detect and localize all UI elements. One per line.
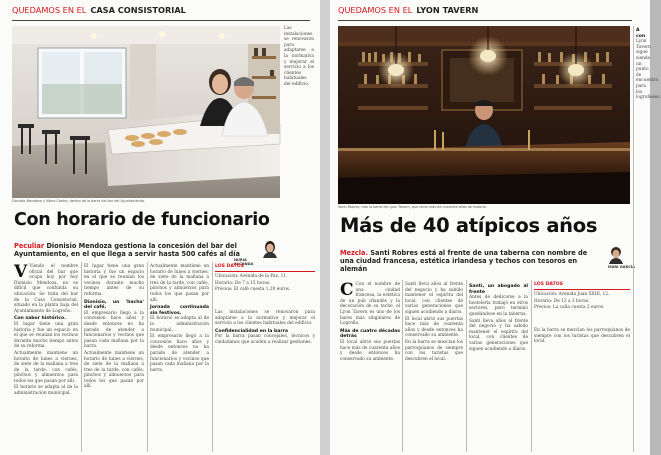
left-column-rule-1 (81, 262, 82, 452)
left-col1-intro: Viendo el nombre oficial del bar que ocupa hoy por hoy Dionisio Mendoza, no es difícil que confunda su ubicación. Se trata del bar de la Casa Consistorial, situado en la planta baja del Ayuntamiento de Logroño. (14, 264, 78, 314)
right-datos-rule (534, 289, 630, 290)
right-column-3 (469, 282, 528, 452)
right-col2-extra: El local abrió sus puertas hace más de cuarenta años y desde entonces ha conservado su ambiente. (405, 316, 463, 339)
right-col1-section: Más de cuatro décadas detrás (340, 328, 400, 340)
left-column-1 (14, 264, 78, 452)
left-col4-section: Confidencialidad en la barra (215, 328, 288, 334)
left-col1-rest: El lugar tiene una gran historia y fue un espacio en el que se reunían los vecinos durante mucho tiempo antes de su reforma. (14, 321, 78, 350)
right-column-rule-1 (402, 280, 403, 452)
right-col3-section: Santi, un abogado al frente (469, 284, 528, 295)
left-col2-extra: Actualmente mantiene un horario de lunes a viernes, de siete de la mañana a tres de la tarde, con cafés, pinchos y almuerzos para todos los que pasan por allí. (84, 350, 144, 390)
right-author-avatar (608, 246, 624, 264)
left-dropcap: V (14, 262, 28, 282)
left-datos-title: LOS DATOS (215, 264, 244, 269)
left-datos-item: Horario: De 7 a 15 horas. (215, 280, 271, 286)
right-dropcap: C (340, 280, 354, 300)
right-subhead-text: Santi Robres está al frente de una taberna con nombre de una ciudad francesa, estética irlandesa y techos con tesoros en alemán (340, 249, 588, 274)
right-col1-rest: El local abrió sus puertas hace más de cuarenta años y desde entonces ha conservado su ambiente. (340, 339, 400, 362)
page-gutter (320, 0, 330, 455)
tavern-interior-illustration (338, 26, 630, 204)
left-col4-text: Las instalaciones se renovaron para adaptarse a la normativa y mejorar el servicio a los clientes habituales del edificio. (215, 310, 315, 327)
right-datos-item: Ubicación: Avenida Juan XXIII, 12. (534, 292, 610, 297)
right-subhead-tag: Mezcla. (340, 249, 368, 257)
left-datos-rule (215, 271, 315, 272)
right-subhead (340, 249, 598, 274)
right-column-rule-4 (633, 26, 634, 452)
left-datos-box (215, 264, 315, 310)
author-portrait-icon (608, 246, 624, 264)
right-headline: Más de 40 atípicos años (340, 214, 598, 237)
right-photo-caption: Santi Robres, tras la barra del Lyon Tavern, que tiene más de cuarenta años de historia. (338, 205, 487, 209)
right-kicker-dark: LYON TAVERN (416, 5, 479, 15)
left-column-2 (84, 264, 144, 452)
left-kicker-dark: CASA CONSISTORIAL (90, 5, 186, 15)
left-newspaper-page (0, 0, 320, 455)
left-kicker-rule (12, 20, 310, 21)
left-subhead (14, 242, 250, 258)
left-subhead-text: Dionisio Mendoza gestiona la concesión del bar del Ayuntamiento, en el que llega a servir hasta 500 cafés al día (14, 242, 240, 259)
left-col3-extra: El empresario llegó a la concesión hace años y desde entonces no ha parado de atender a funcionarios y vecinos que pasan cada mañana por la barra. (150, 334, 209, 373)
left-kicker-red: QUEDAMOS EN EL (12, 5, 87, 15)
right-column-2 (405, 282, 463, 452)
right-column-rule-3 (531, 280, 532, 452)
left-col3-text2: El horario se adapta al de la administración municipal. (150, 316, 209, 333)
right-col4-text: En la barra se mezclan los parroquianos de siempre con los turistas que descubren el local. (534, 328, 630, 345)
right-datos-title: LOS DATOS (534, 282, 563, 287)
right-column-1 (340, 282, 400, 452)
left-side-text: Las instalaciones se renovaron para adaptarse a la normativa y mejorar el servicio a los clientes habituales del edificio. (284, 26, 314, 87)
right-kicker-rule (338, 20, 632, 21)
left-col2-text: El empresario llegó a la concesión hace años y desde entonces no ha parado de atender a funcionarios y vecinos que pasan cada mañana por la barra. (84, 310, 144, 350)
left-col3-section: Jornada continuada sin festivos. (150, 305, 209, 316)
right-datos-box (534, 282, 630, 328)
left-datos-item: Ubicación: Avenida de la Paz, 11. (215, 274, 288, 279)
right-tavern-photo (338, 26, 630, 204)
right-byline: MARI GARCÍA (608, 265, 635, 269)
left-column-rule-2 (147, 262, 148, 452)
left-col4-text2: Por la barra pasan concejales, técnicos y ciudadanos que acuden a realizar gestiones. (215, 334, 315, 345)
right-col2-text: Santi lleva años al frente del negocio y ha sabido mantener el espíritu del local, con clientes de varias generaciones que siguen acudiendo a diario. (405, 282, 463, 315)
right-col3-extra: Santi lleva años al frente del negocio y ha sabido mantener el espíritu del local, con clientes de varias generaciones que siguen acudiendo a diario. (469, 318, 528, 352)
left-author-avatar (262, 240, 278, 258)
left-datos-item: Precios: El café cuesta 1,20 euros. (215, 287, 291, 293)
right-kicker-red: QUEDAMOS EN EL (338, 5, 413, 15)
left-col1-section: Con sabor histórico. (14, 316, 66, 322)
right-col3-text: Antes de dedicarse a la hostelería trabajó en otros sectores, pero terminó quedándose en la taberna. (469, 295, 528, 317)
left-datos-list (215, 274, 315, 294)
right-column-4 (534, 282, 630, 452)
left-col2-section: Dionisio, un 'hacha' del café. (84, 299, 144, 311)
left-column-4 (215, 264, 315, 452)
right-edge-section: A con (636, 28, 646, 39)
right-edge-column (636, 26, 661, 452)
left-section-kicker (12, 5, 186, 15)
right-col1-text: Con el nombre de una ciudad francesa, la estética de un pub irlandés y la decoración de su techo, el Lyon Tavern es uno de los bares más singulares de Logroño. (340, 282, 400, 327)
left-col3-text: Actualmente mantiene un horario de lunes a viernes, de siete de la mañana a tres de la tarde, con cafés, pinchos y almuerzos para todos los que pasan por allí. (150, 264, 209, 303)
right-newspaper-page (330, 0, 661, 455)
right-datos-item: Precios: La caña cuesta 2 euros. (534, 305, 605, 311)
left-headline: Con horario de funcionario (14, 210, 270, 230)
right-edge-text: Lyon Tavern sigue siendo un punto de encuentro para los logroñeses. (636, 39, 661, 101)
right-datos-list (534, 292, 630, 312)
right-section-kicker (338, 5, 478, 15)
left-byline: NURIA ALCANDA (234, 258, 254, 266)
left-col1-filler: Actualmente mantiene un horario de lunes a viernes, de siete de la mañana a tres de la tarde, con cafés, pinchos y almuerzos para todos los que pasan por allí. (14, 350, 78, 384)
left-column-rule-3 (212, 262, 213, 452)
right-column-rule-2 (466, 280, 467, 452)
left-col1-filler-2: El horario se adapta al de la administración municipal. (14, 385, 78, 397)
left-subhead-tag: Peculiar (14, 242, 45, 250)
left-bar-photo (12, 26, 280, 198)
bar-interior-illustration (12, 26, 280, 198)
left-column-3 (150, 264, 209, 452)
right-datos-item: Horario: De 12 a 3 horas. (534, 298, 590, 304)
author-portrait-icon (262, 240, 278, 258)
left-col2-lead: El lugar tiene una gran historia y fue un espacio en el que se reunían los vecinos durante mucho tiempo antes de su reforma. (84, 264, 144, 297)
left-photo-caption: Dionisio Mendoza y Maria Castro, dentro de la barra del bar del Ayuntamiento. (12, 199, 146, 203)
left-side-column (284, 26, 314, 198)
right-col2-extra-2: En la barra se mezclan los parroquianos de siempre con los turistas que descubren el local. (405, 339, 463, 362)
